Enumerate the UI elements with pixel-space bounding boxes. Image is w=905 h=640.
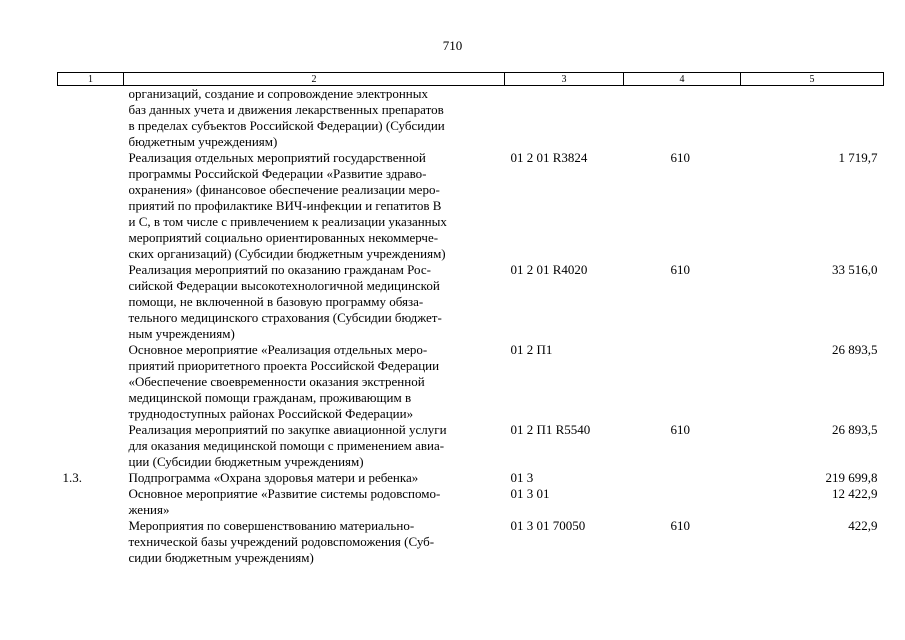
header-col-5: 5 [741, 73, 884, 86]
row-description [124, 86, 505, 151]
row-number [58, 150, 124, 262]
row-code: 01 2 01 R3824 [510, 150, 588, 165]
row-number: 1.3. [62, 470, 82, 485]
row-expense-type: 610 [670, 150, 690, 165]
row-amount: 26 893,5 [832, 422, 878, 437]
row-number [58, 86, 124, 151]
description-line: и С, в том числе с привлечением к реализации указанных [128, 214, 447, 229]
page-number: 710 [442, 38, 463, 53]
description-line: охранения» (финансовое обеспечение реализации меро- [128, 182, 440, 197]
row-code: 01 3 [510, 470, 534, 485]
row-code [505, 86, 624, 151]
row-amount: 12 422,9 [832, 486, 878, 501]
description-line: приятий по профилактике ВИЧ-инфекции и гепатитов В [128, 198, 442, 213]
row-code: 01 2 П1 R5540 [510, 422, 591, 437]
description-line: труднодоступных районах Российской Федерации» [128, 406, 414, 421]
table-row [58, 486, 884, 518]
row-expense-type [624, 486, 741, 518]
row-number [58, 422, 124, 470]
description-line: Реализация мероприятий по закупке авиационной услуги [128, 422, 447, 437]
description-line: жения» [128, 502, 170, 517]
row-number [58, 262, 124, 342]
description-line: Основное мероприятие «Развитие системы родовспомо- [128, 486, 441, 501]
row-expense-type: 610 [670, 422, 690, 437]
row-amount: 26 893,5 [832, 342, 878, 357]
description-line: сидии бюджетным учреждениям) [128, 550, 314, 565]
table-row [58, 518, 884, 566]
description-line: для оказания медицинской помощи с применением авиа- [128, 438, 445, 453]
row-expense-type [624, 342, 741, 422]
budget-table [57, 72, 884, 566]
row-description [124, 518, 505, 566]
description-line: сийской Федерации высокотехнологичной медицинской [128, 278, 440, 293]
description-line: медицинской помощи гражданам, проживающим в [128, 390, 412, 405]
row-expense-type [624, 86, 741, 151]
description-line: Основное мероприятие «Реализация отдельных меро- [128, 342, 428, 357]
row-expense-type [624, 470, 741, 486]
description-line: организаций, создание и сопровождение электронных [128, 86, 428, 101]
row-expense-type: 610 [670, 262, 690, 277]
description-line: Мероприятия по совершенствованию материально- [128, 518, 415, 533]
description-line: Подпрограмма «Охрана здоровья матери и ребенка» [128, 470, 419, 485]
table-row [58, 422, 884, 470]
table-header [58, 73, 884, 86]
row-code: 01 2 01 R4020 [510, 262, 588, 277]
description-line: ным учреждениям) [128, 326, 235, 341]
description-line: Реализация мероприятий по оказанию гражданам Рос- [128, 262, 431, 277]
row-number [58, 518, 124, 566]
description-line: ских организаций) (Субсидии бюджетным учреждениям) [128, 246, 446, 261]
row-amount: 422,9 [848, 518, 878, 533]
table-row [58, 262, 884, 342]
description-line: мероприятий социально ориентированных некоммерче- [128, 230, 439, 245]
row-amount: 1 719,7 [838, 150, 878, 165]
header-col-4: 4 [624, 73, 741, 86]
row-number [58, 342, 124, 422]
table-body [58, 86, 884, 567]
description-line: приятий приоритетного проекта Российской Федерации [128, 358, 440, 373]
description-line: ции (Субсидии бюджетным учреждениям) [128, 454, 364, 469]
row-description [124, 262, 505, 342]
description-line: программы Российской Федерации «Развитие здраво- [128, 166, 427, 181]
description-line: в пределах субъектов Российской Федерации) (Субсидии [128, 118, 445, 133]
description-line: Реализация отдельных мероприятий государственной [128, 150, 426, 165]
row-amount [741, 86, 884, 151]
row-expense-type: 610 [670, 518, 690, 533]
row-code: 01 3 01 70050 [510, 518, 586, 533]
table-row [58, 342, 884, 422]
row-amount: 33 516,0 [832, 262, 878, 277]
description-line: «Обеспечение своевременности оказания экстренной [128, 374, 425, 389]
row-description [124, 422, 505, 470]
header-col-2: 2 [124, 73, 505, 86]
row-amount: 219 699,8 [825, 470, 878, 485]
row-number [58, 486, 124, 518]
table-row [58, 470, 884, 486]
row-description [124, 342, 505, 422]
description-line: помощи, не включенной в базовую программу обяза- [128, 294, 424, 309]
row-code: 01 2 П1 [510, 342, 553, 357]
table-row [58, 150, 884, 262]
description-line: бюджетным учреждениям) [128, 134, 278, 149]
description-line: баз данных учета и движения лекарственных препаратов [128, 102, 444, 117]
row-description [124, 470, 505, 486]
row-description [124, 486, 505, 518]
description-line: тельного медицинского страхования (Субсидии бюджет- [128, 310, 442, 325]
header-col-3: 3 [505, 73, 624, 86]
header-row [58, 73, 884, 86]
table-row [58, 86, 884, 151]
row-code: 01 3 01 [510, 486, 550, 501]
header-col-1: 1 [58, 73, 124, 86]
row-description [124, 150, 505, 262]
description-line: технической базы учреждений родовспоможения (Суб- [128, 534, 435, 549]
